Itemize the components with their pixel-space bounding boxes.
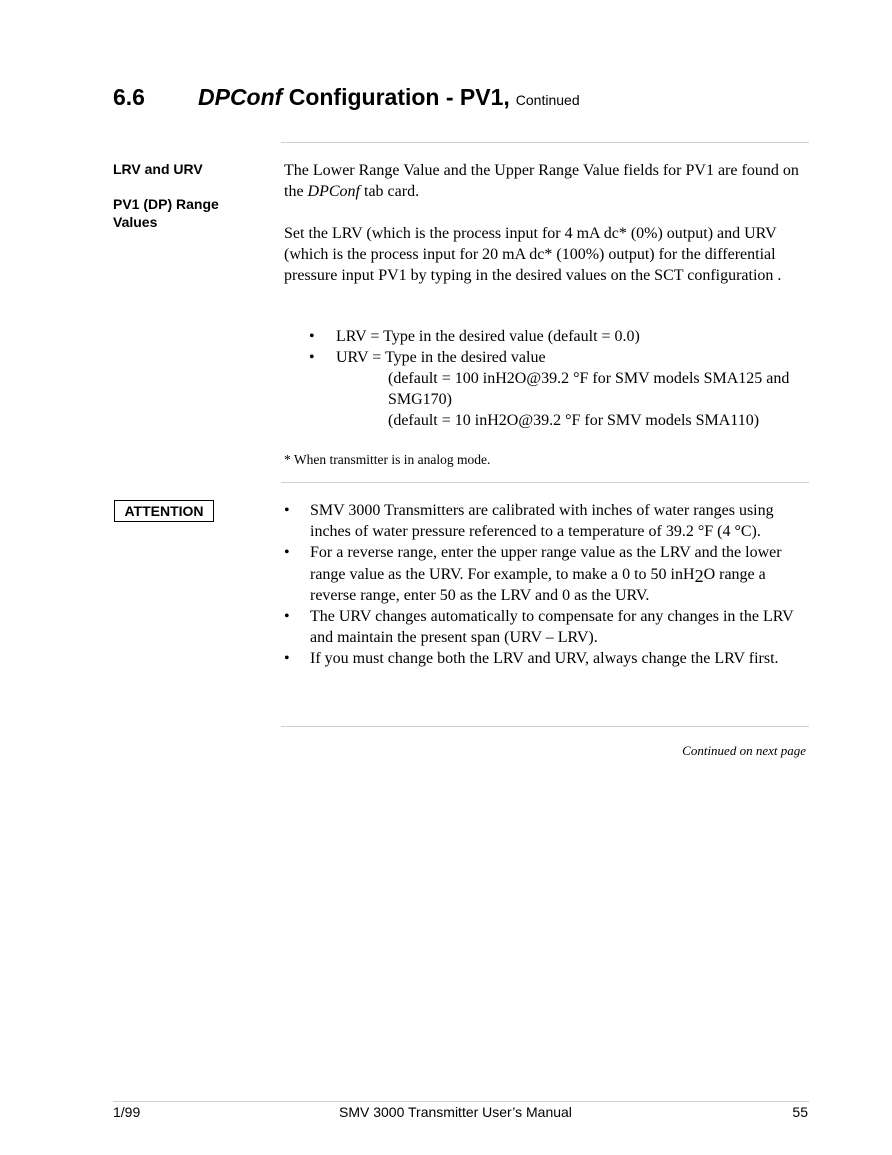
divider-bottom [281, 726, 809, 727]
list-item [284, 606, 809, 648]
list-item [284, 500, 809, 542]
urv-setting: URV = Type in the desired value [336, 349, 546, 366]
bullet: • [284, 502, 290, 519]
attention-badge: ATTENTION [114, 500, 214, 522]
bullet: • [309, 328, 315, 345]
bullet: • [284, 544, 290, 561]
list-item [284, 542, 809, 606]
urv-default-2: (default = 10 inH2O@39.2 °F for SMV models SMA110) [388, 412, 760, 429]
attention-item-reverse-range: For a reverse range, enter the upper range value as the LRV and the lower range value as the URV. For example, to make a 0 to 50 inH [310, 544, 782, 583]
continued-next-page: Continued on next page [682, 743, 806, 758]
bullet: • [309, 349, 315, 366]
divider-top [281, 142, 809, 143]
footer-date: 1/99 [113, 1104, 141, 1120]
section-heading [113, 84, 580, 111]
footer-page-number: 55 [792, 1104, 808, 1120]
footer-manual-title: SMV 3000 Transmitter User’s Manual [339, 1104, 572, 1120]
attention-item-change-order: If you must change both the LRV and URV, always change the LRV first. [310, 650, 779, 667]
continued-label: Continued [515, 92, 580, 108]
intro-text-end: tab card. [360, 183, 420, 200]
subscript-two: 2 [694, 566, 704, 586]
divider-middle [281, 482, 809, 483]
intro-italic: DPConf [307, 183, 360, 200]
sidebar-label-pv1-range [113, 195, 219, 231]
bullet: • [284, 650, 290, 667]
lrv-setting: LRV = Type in the desired value (default = 0.0) [336, 328, 640, 345]
attention-item-calibration: SMV 3000 Transmitters are calibrated with inches of water ranges using inches of water pressure referenced to a temperature of 39.2 °F (4 °C). [310, 502, 774, 540]
urv-default-1: (default = 100 inH2O@39.2 °F for SMV models SMA125 and SMG170) [388, 370, 790, 408]
settings-list [284, 326, 809, 431]
range-paragraph: Set the LRV (which is the process input for 4 mA dc* (0%) output) and URV (which is the process input for 20 mA dc* (100%) output) for the differential pressure input PV1 by typing in the desired values on the SCT configuration . [284, 225, 782, 284]
footer-rule [113, 1101, 809, 1102]
list-item [284, 648, 809, 669]
sidebar-label-pv1-line2: Values [113, 214, 158, 230]
bullet: • [284, 608, 290, 625]
attention-item-urv-change: The URV changes automatically to compensate for any changes in the LRV and maintain the present span (URV – LRV). [310, 608, 794, 646]
attention-list [284, 500, 809, 669]
list-item [284, 347, 809, 431]
intro-text: The Lower Range Value and the Upper Range Value fields for PV1 are found on the [284, 162, 799, 200]
section-number: 6.6 [113, 84, 145, 110]
footnote: * When transmitter is in analog mode. [284, 452, 491, 467]
section-title-italic: DPConf [198, 84, 283, 110]
intro-section [284, 160, 809, 286]
section-title: Configuration - PV1, [282, 84, 510, 110]
attention-item-reverse-range-end: O range a reverse range, enter 50 as the LRV and 0 as the URV. [310, 566, 766, 604]
sidebar-label-pv1-line1: PV1 (DP) Range [113, 196, 219, 212]
list-item [284, 326, 809, 347]
intro-paragraph [284, 160, 809, 202]
sidebar-label-lrv-urv: LRV and URV [113, 161, 203, 177]
